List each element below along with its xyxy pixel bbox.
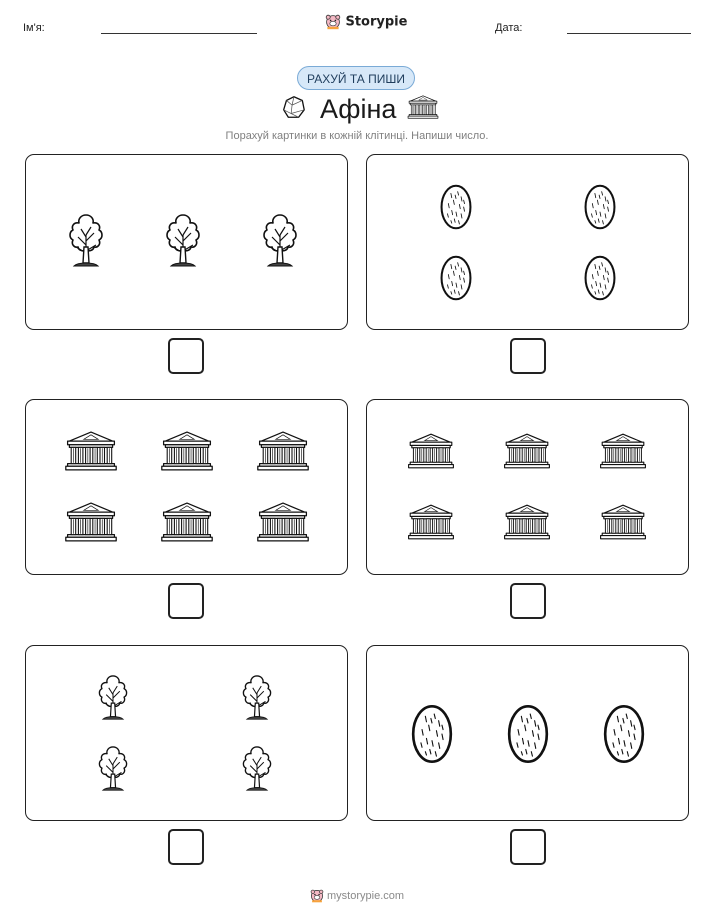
footer-url[interactable]: mystorypie.com [327,890,405,902]
temple-icon [256,499,310,545]
date-label: Дата: [495,22,523,34]
pig-logo-icon [325,14,341,30]
answer-box[interactable] [168,829,204,865]
answer-box[interactable] [168,583,204,619]
answer-box[interactable] [510,829,546,865]
activity-badge: РАХУЙ ТА ПИШИ [297,66,415,90]
temple-icon [599,502,647,542]
almond-icon [439,253,473,303]
rock-icon [279,93,307,121]
footer [0,889,714,903]
date-line[interactable] [567,33,691,34]
count-card [25,154,348,330]
almond-icon [601,703,647,765]
name-line[interactable] [101,33,257,34]
almond-icon [583,253,617,303]
temple-icon [64,499,118,545]
name-label: Ім'я: [23,22,45,34]
almond-icon [505,703,551,765]
tree-icon [240,741,274,797]
tree-icon [240,670,274,726]
tree-icon [260,207,300,275]
tree-icon [96,670,130,726]
temple-icon [160,499,214,545]
tree-icon [96,741,130,797]
tree-icon [163,207,203,275]
count-card [25,399,348,575]
temple-icon [64,428,118,474]
almond-icon [439,182,473,232]
brand-logo [325,13,407,31]
answer-box[interactable] [510,338,546,374]
brand-name: Storypie [345,14,408,30]
answer-box[interactable] [168,338,204,374]
instructions: Порахуй картинки в кожній клітинці. Напиши число. [225,130,489,142]
temple-icon [407,94,439,120]
page-title: Афіна [320,94,397,124]
temple-icon [599,431,647,471]
almond-icon [583,182,617,232]
almond-icon [409,703,455,765]
temple-icon [503,502,551,542]
count-card [366,399,689,575]
temple-icon [160,428,214,474]
count-card [366,645,689,821]
answer-box[interactable] [510,583,546,619]
count-card [25,645,348,821]
temple-icon [407,431,455,471]
temple-icon [407,502,455,542]
tree-icon [66,207,106,275]
temple-icon [256,428,310,474]
count-card [366,154,689,330]
pig-logo-icon [310,889,324,903]
temple-icon [503,431,551,471]
